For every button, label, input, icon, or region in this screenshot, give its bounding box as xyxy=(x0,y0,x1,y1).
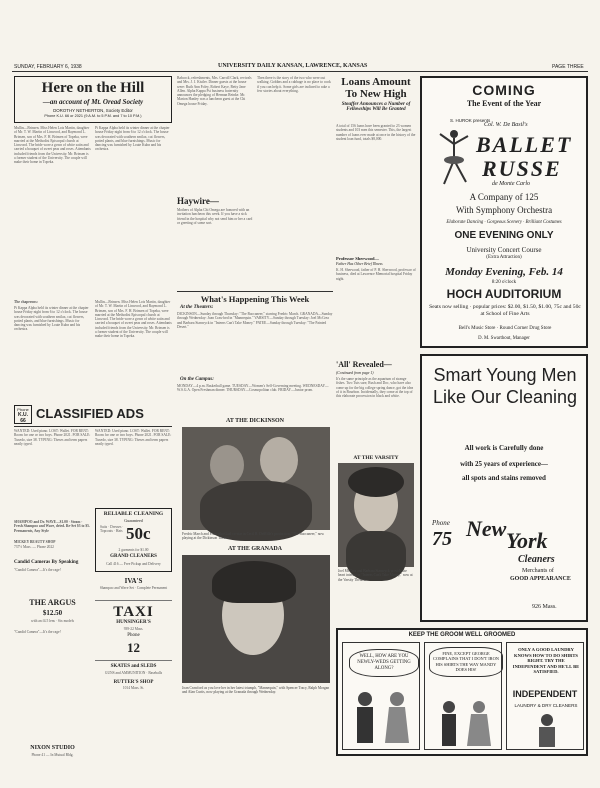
skates-text: GUNS and AMMUNITION · Baseballs xyxy=(104,671,163,675)
loans-sub2-title: Professor Sherwood— xyxy=(336,256,379,261)
ballet-time: 8:20 o'clock xyxy=(491,280,517,285)
dry-cleaning-phone: Call 416 — Free Pickup and Delivery xyxy=(106,562,161,566)
camera-ad-title: Candid Cameras By Speaking xyxy=(14,560,79,565)
classified-phone-box xyxy=(14,405,32,424)
laundry-man-icon xyxy=(527,713,567,747)
dry-cleaning-name: GRAND CLEANERS xyxy=(110,554,157,559)
column3-body: Then there is the story of the two who were out walking. Goblins and a cabbage is no place to cook if you can help it. Some girls are inclined to rake a few stories about everything. xyxy=(257,76,331,93)
taxi-phone-label: Phone xyxy=(127,633,140,638)
society-list-header: The chaperons: xyxy=(14,300,38,304)
photo-figure xyxy=(260,437,298,483)
camera-ad-text: "Candid Camera"—It's the rage! xyxy=(14,568,61,572)
dry-cleaning-items: Suits · Dresses · Topcoats · Hats xyxy=(100,525,124,534)
skates-store: RUTTER'S SHOP xyxy=(113,680,154,685)
groom-panel-1 xyxy=(342,642,420,750)
loans-sub2-sub: Father Has Other Brief Illness xyxy=(336,262,383,266)
camera-ad-body: "Candid Camera"—It's the rage! xyxy=(14,630,61,634)
ballet-title-3: de Monte Carlo xyxy=(492,181,530,187)
cleaners-line1: All work is Carefully done xyxy=(464,444,544,452)
taxi-name: HUNSINGER'S xyxy=(116,620,151,625)
groom-laundry: LAUNDRY & DRY CLEANERS xyxy=(514,703,578,708)
taxi-title: TAXI xyxy=(113,604,154,620)
revealed-body: It's the same principle as the aquarium of strange fishes. Two Tuts sure, Rush and Doc, who have also come up for the big college spring dance, got the idea of it in Bourbon. Incidentally, they come at the top of this elaborate procession in black and white. xyxy=(336,377,414,399)
haywire-body: Mothers of Alpha Chi Omega are honored with an invitation luncheon this week. If you have a sick friend in the hospital why not send him or her a card or greeting of some sort. xyxy=(177,208,253,225)
dry-cleaning-title: RELIABLE CLEANING xyxy=(103,511,164,517)
hair-shop-address: 737½ Mass. — Phone 2022 xyxy=(14,545,54,549)
taxi-phone-number: 12 xyxy=(127,640,140,655)
ballet-date: Monday Evening, Feb. 14 xyxy=(445,266,563,278)
happening-body: DICKINSON—Sunday through Thursday: "The Buccaneer," starring Fredric March. GRANADA—Sunday through Wednesday: Joan Crawford in "Mannequin." VARSITY—Sunday through Tuesday: Joel McCrea and Barbara Stanwyck in "Interns Can't Take Money." PATEE—Sunday through Tuesday: "The Painted Desert." xyxy=(177,312,333,329)
nixon-studio-address: Phone 41 — In Mutual Bldg. xyxy=(31,753,74,757)
varsity-label: AT THE VARSITY xyxy=(353,455,399,461)
hair-shop-name: MICKEY BEAUTY SHOP xyxy=(14,540,56,544)
society-phone: Phone K.U. 66 or 2021 (9 A.M. to 5 P.M. and 7 to 10 P.M.) xyxy=(44,114,142,118)
ballet-series: University Concert Course xyxy=(466,246,542,254)
cleaners-phone-number: 75 xyxy=(432,528,452,550)
society-subtitle: —an account of Mt. Oread Society xyxy=(42,98,144,106)
dancer-icon xyxy=(436,126,472,190)
happening-rule xyxy=(177,291,333,292)
cleaners-line2: with 25 years of experience— xyxy=(460,460,548,468)
dry-cleaning-subtitle: Guaranteed xyxy=(124,518,143,523)
cleaners-address: 926 Mass. xyxy=(532,604,557,610)
ballet-cols: Col. W. De Basil's xyxy=(484,122,528,128)
granada-photo xyxy=(182,555,330,683)
nixon-studio-name: NIXON STUDIO xyxy=(30,745,75,751)
masthead-paper: UNIVERSITY DAILY KANSAN, LAWRENCE, KANSAS xyxy=(218,63,368,69)
argus-text: with an f4.5 lens · Six models xyxy=(30,619,75,623)
revealed-sub: (Continued from page 1) xyxy=(336,371,374,375)
groom-panel-3 xyxy=(506,642,584,750)
ballet-coming: COMING xyxy=(472,82,536,98)
varsity-photo xyxy=(338,463,414,567)
groom-comic-ad xyxy=(336,628,588,756)
groom-bubble-2: FINE, EXCEPT GEORGE COMPLAINS THAT I DON'T IRON HIS SHIRTS THE WAY MANDY DOES HIS! xyxy=(429,647,503,677)
ballet-company: A Company of 125 xyxy=(469,192,539,202)
cleaners-ad xyxy=(420,354,588,622)
ivas-name: IVA'S xyxy=(124,577,143,585)
cleaners-brand-york: York xyxy=(506,528,548,553)
groom-brand: INDEPENDENT xyxy=(512,689,578,699)
dickinson-caption: Fredric March and Franciska Gaal co-star in Cecil B. DeMille's production, "The Buccaneer," now playing at the Dickinson Theater. xyxy=(182,532,324,541)
ivas-rule xyxy=(95,600,172,601)
haywire-title: Haywire— xyxy=(177,196,219,206)
photo-figure xyxy=(212,561,296,603)
classified-phone-number: K.U. 66 xyxy=(18,412,28,424)
groom-panel-2 xyxy=(424,642,502,750)
society-body-col2: Pi Kappa Alpha held its winter dinner at the chapter house Friday night from 6 to 12 o'clock. The house was decorated with southern smilax, cut flowers, potted plants, and blue furnishings. Music for dancing was furnished by Louie Kuhn and his orchestra. xyxy=(95,126,170,152)
loans-body2: K. H. Sherwood, father of P. H. Sherwood, professor of business, died at Lawrence Memorial hospital Friday night. xyxy=(336,268,416,281)
happening-sub: At the Theaters: xyxy=(180,305,214,310)
couple-figures-icon xyxy=(433,699,495,747)
masthead-date: SUNDAY, FEBRUARY 6, 1938 xyxy=(14,64,82,70)
dry-cleaning-ad xyxy=(95,508,172,572)
society-body: Mullin—Brinsen. Miss Helen Lois Martin, daughter of Mr. T. W. Martin of Linwood, and Raymond L. Brinsen, son of Mrs. F. H. Brinsen of Topeka, were married at the Methodist Episcopal church at Linwood. The bride wore a gown of white satin and carried a bouquet of sweet peas and roses. Attendants included friends from the University. Mr. Brinsen is a former student of the University. The couple will make their home in Topeka. xyxy=(14,126,91,165)
classified-title: CLASSIFIED ADS xyxy=(36,406,144,421)
ballet-one-evening: ONE EVENING ONLY xyxy=(454,230,554,241)
happening-title: What's Happening This Week xyxy=(200,294,310,304)
dickinson-photo xyxy=(182,427,330,530)
dry-cleaning-note: 2 garments for $1.00 xyxy=(118,548,149,552)
varsity-caption: Joel McCrea and Barbara Stanwyck provide the heart interest in "Interns Can't Take Money," now at the Varsity Theater. xyxy=(338,569,413,582)
ballet-seats: Seats now selling · popular prices: $2.00, $1.50, $1.00, 75c and 50c at School of Fine Arts xyxy=(429,304,581,317)
dickinson-label: AT THE DICKINSON xyxy=(225,418,285,424)
cleaners-brand-new: New xyxy=(466,516,507,541)
taxi-text: 939-22 Mass. xyxy=(123,627,144,631)
society-byline: DOROTHY NETHERTON, Society Editor xyxy=(53,108,133,113)
taxi-rule xyxy=(95,660,172,661)
argus-price: $12.50 xyxy=(42,609,63,617)
happening-campus-body: MONDAY—4 p.m. Basketball game. TUESDAY—Women's Self-Governing meeting. WEDNESDAY—W.S.G.A. Open Freshman dinner. THURSDAY—Cosmopolitan club. FRIDAY—Junior prom. xyxy=(177,384,329,393)
ballet-venue: HOCH AUDITORIUM xyxy=(446,287,562,301)
revealed-title: 'All' Revealed— xyxy=(336,360,392,369)
ballet-ad xyxy=(420,76,588,348)
loans-subtitle: Stouffer Announces a Number of Fellowships Will Be Granted xyxy=(341,102,411,112)
masthead-rule xyxy=(12,71,588,72)
cleaners-phone-label: Phone xyxy=(432,519,450,527)
ballet-event: The Event of the Year xyxy=(466,99,542,108)
groom-bubble-1: WELL, HOW ARE YOU NEWLY-WEDS GETTING ALONG? xyxy=(349,649,419,677)
granada-label: AT THE GRANADA xyxy=(227,546,282,552)
happening-campus-title: On the Campus: xyxy=(180,377,214,382)
classified-rule xyxy=(14,426,172,427)
groom-bubble-3: ONLY A GOOD LAUNDRY KNOWS HOW TO DO SHIRTS RIGHT. TRY THE INDEPENDENT AND HE'LL BE SATISFIED. xyxy=(512,647,580,675)
cleaners-line3: all spots and stains removed xyxy=(462,474,546,482)
ballet-title-1: BALLET xyxy=(476,132,573,157)
ballet-manager: D. M. Swarthout, Manager xyxy=(478,336,530,341)
cleaners-brand-cleaners: Cleaners xyxy=(518,554,555,565)
couple-figures-icon xyxy=(349,689,415,747)
dry-cleaning-price: 50c xyxy=(126,524,151,543)
society-body-2: Pi Kappa Alpha held its winter dinner at the chapter house Friday night from 6 to 12 o'clock. The house was decorated with southern smilax, cut flowers, potted plants, and blue furnishings. Music for dancing was furnished by Louie Kuhn and his orchestra. xyxy=(14,306,89,332)
society-title: Here on the Hill xyxy=(41,80,145,96)
cleaners-appearance: GOOD APPEARANCE xyxy=(510,576,571,582)
classified-phone-label: Phone xyxy=(17,407,29,412)
argus-name: THE ARGUS xyxy=(29,598,76,607)
classified-body-col2: WANTED: Used piano. LOST: Wallet. FOR RENT: Room for one or two boys. Phone 2021. FOR SALE: Tuxedo, size 38. TYPING: Theses and term papers neatly typed. xyxy=(95,429,172,446)
photo-figure xyxy=(348,467,404,497)
loans-title: Loans Amount To New High xyxy=(341,76,411,100)
ballet-title-2: RUSSE xyxy=(482,156,562,181)
society-body-3: Mullin—Brinsen. Miss Helen Lois Martin, daughter of Mr. T. W. Martin of Linwood, and Raymond L. Brinsen, son of Mrs. F. H. Brinsen of Topeka, were married at the Methodist Episcopal church at Linwood. The bride wore a gown of white satin and carried a bouquet of sweet peas and roses. Attendants included friends from the University. Mr. Brinsen is a former student of the University. The couple will make their home in Topeka. xyxy=(95,300,172,339)
skates-address: 1014 Mass. St. xyxy=(122,686,145,690)
classified-body: WANTED: Used piano. LOST: Wallet. FOR RENT: Room for one or two boys. Phone 2021. FOR SALE: Tuxedo, size 38. TYPING: Theses and term papers neatly typed. xyxy=(14,429,91,446)
ballet-presenter: S. HUROK presents xyxy=(450,118,491,123)
column2-body: Babcock, refreshments, Mrs. Carroll Clark, revivals and Mrs. J. J. Kistler. Dinner guests at the house were: Ruth Ann Foley, Robert Kaye, Betty Jane Allen. Alpha Kappa Psi business fraternity announces the pledging of Herman Reinke. Mr. Marion Hanley was a luncheon guest at the Chi Omega house Friday. xyxy=(177,76,252,106)
ivas-text: Shampoo and Wave Set · Complete Permanent xyxy=(99,586,168,590)
society-header-box xyxy=(14,76,172,123)
photo-figure xyxy=(210,445,244,485)
groom-title: KEEP THE GROOM WELL GROOMED xyxy=(408,632,516,638)
loans-body: A total of 156 loans have been granted to 23 women students and 103 men this semester. This, the largest number of loans ever made at once in the history of the student loan fund, totals $8,000. xyxy=(336,124,416,141)
skates-title: SKATES and SLEDS xyxy=(110,664,157,669)
cleaners-merchants: Merchants of xyxy=(522,568,554,574)
granada-caption: Joan Crawford as you love her in her latest triumph, "Mannequin," with Spencer Tracy, Ralph Morgan and Alan Curtis, now playing at the Granada through Wednesday. xyxy=(182,686,330,695)
ballet-series-note: (Extra Attraction) xyxy=(486,255,522,260)
cleaners-headline: Smart Young Men Like Our Cleaning xyxy=(432,365,578,407)
ballet-orchestra: With Symphony Orchestra xyxy=(455,205,553,215)
permanent-ad: SHAMPOO and Dr. WAVE—$1.00 · Steam · Fresh Shampoo and Wave, dried. Re-Set $3 to $5. Permanents, Any Style xyxy=(14,520,90,533)
ballet-details: Elaborate Dancing · Gorgeous Scenery · Brilliant Costumes xyxy=(446,220,562,225)
masthead-page: PAGE THREE xyxy=(552,64,584,70)
ballet-stores: Bell's Music Store · Round Corner Drug Store xyxy=(458,326,552,331)
